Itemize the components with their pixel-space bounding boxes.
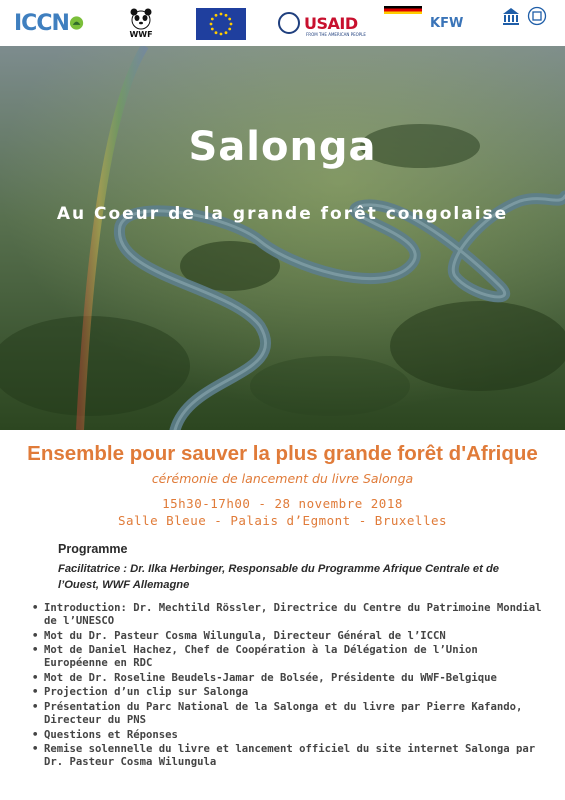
iccn-logo-text: ICCN: [14, 10, 69, 36]
usaid-seal-icon: [278, 12, 300, 34]
eu-flag-logo: [196, 8, 246, 40]
list-item: • Mot du Dr. Pasteur Cosma Wilungula, Directeur Général de l’ICCN: [32, 630, 547, 643]
list-item: • Introduction: Dr. Mechtild Rössler, Directrice du Centre du Patrimoine Mondial de l’UNESCO: [32, 602, 547, 628]
programme-list: [32, 602, 547, 771]
programme-title: Programme: [58, 542, 128, 556]
world-heritage-icon: [527, 6, 547, 26]
iccn-logo: [14, 6, 84, 40]
list-item: • Mot de Dr. Roseline Beudels-Jamar de Bolsée, Présidente du WWF-Belgique: [32, 672, 547, 685]
sponsor-logo-bar: [0, 0, 565, 46]
kfw-logo: [430, 6, 466, 40]
list-item: • Remise solennelle du livre et lancement officiel du site internet Salonga par Dr. Pasteur Cosma Wilungula: [32, 743, 547, 769]
usaid-logo-text: USAID: [304, 13, 358, 33]
german-flag-icon: [384, 6, 422, 14]
list-item: • Projection d’un clip sur Salonga: [32, 686, 547, 699]
unesco-temple-icon: [501, 6, 521, 26]
forest-river-aerial-image: [0, 46, 565, 430]
kfw-logo-text: KFW: [430, 15, 464, 31]
programme-facilitator: Facilitatrice : Dr. Ilka Herbinger, Responsable du Programme Afrique Centrale et de l’Ouest, WWF Allemagne: [58, 563, 499, 591]
hero-title: Salonga: [188, 124, 377, 170]
event-time: 15h30-17h00 - 28 novembre 2018: [162, 496, 403, 511]
usaid-tagline: FROM THE AMERICAN PEOPLE: [306, 32, 366, 37]
eu-stars-icon: [196, 8, 246, 40]
iccn-emblem-icon: [69, 15, 84, 31]
wwf-logo: [126, 6, 156, 40]
unesco-logo: [494, 6, 554, 40]
german-cooperation-logo: [384, 6, 424, 40]
event-headline: Ensemble pour sauver la plus grande forêt d'Afrique: [27, 442, 538, 465]
panda-icon: [129, 8, 153, 30]
list-item: • Présentation du Parc National de la Salonga et du livre par Pierre Kafando, Directeur du PNS: [32, 701, 547, 727]
usaid-logo: [278, 6, 368, 40]
hero-image: [0, 46, 565, 430]
hero-subtitle: Au Coeur de la grande forêt congolaise: [56, 204, 509, 224]
event-venue: Salle Bleue - Palais d’Egmont - Bruxelles: [117, 513, 448, 528]
list-item: • Questions et Réponses: [32, 729, 547, 742]
wwf-logo-text: WWF: [129, 29, 153, 39]
event-tagline: cérémonie de lancement du livre Salonga: [151, 471, 414, 486]
list-item: • Mot de Daniel Hachez, Chef de Coopération à la Délégation de l’Union Européenne en RDC: [32, 644, 547, 670]
